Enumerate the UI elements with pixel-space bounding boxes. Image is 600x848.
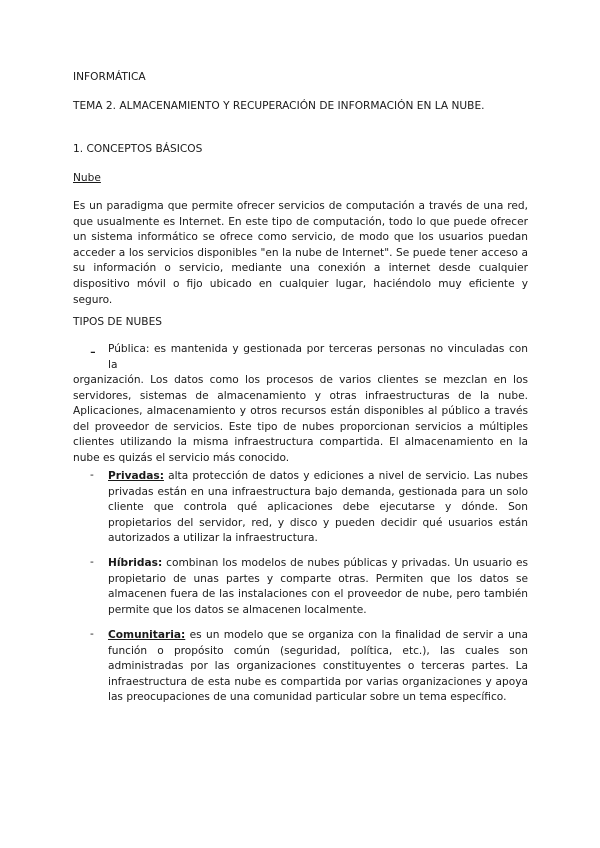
privadas-text [108,469,528,547]
section-heading-concepts: 1. CONCEPTOS BÁSICOS [73,143,203,155]
comunitaria-term: Comunitaria: [108,629,186,641]
dash-marker: - [90,342,96,361]
dash-marker: - [90,469,94,481]
subheading-nube: Nube [73,172,101,184]
list-item-comunitaria [90,628,528,706]
section-heading-types: TIPOS DE NUBES [73,316,162,328]
comunitaria-desc: es un modelo que se organiza con la finalidad de servir a una función o propósito común (seguridad, política, etc.), las cuales son administradas por las organizaciones constituyentes o terceras partes. La infraestructura de esta nube es compartida por varias organizaciones y apoya las preocupaciones de una comunidad particular sobre un tema específico. [108,629,528,704]
list-item-publica [90,342,528,373]
privadas-term: Privadas: [108,470,164,482]
publica-lead: Pública: es mantenida y gestionada por terceras personas no vinculadas con la [108,343,528,371]
topic-title: TEMA 2. ALMACENAMIENTO Y RECUPERACIÓN DE INFORMACIÓN EN LA NUBE. [73,100,485,112]
paragraph-nube: Es un paradigma que permite ofrecer servicios de computación a través de una red, que usualmente es Internet. En este tipo de computación, todo lo que puede ofrecer un sistema informático se ofrece como servicio, de modo que los usuarios puedan acceder a los servicios disponibles "en la nube de Internet". Se puede tener acceso a su información o servicio, mediante una conexión a internet desde cualquier dispositivo móvil o fijo ubicado en cualquier lugar, haciéndolo muy eficiente y seguro. [73,200,528,306]
hibridas-term: Híbridas: [108,557,163,569]
publica-continuation: organización. Los datos como los procesos de varios clientes se mezclan en los servidores, sistemas de almacenamiento y otras infraestructuras de la nube. Aplicaciones, almacenamiento y otros recursos están disponibles al público a través del proveedor de servicios. Este tipo de nubes proporcionan servicios a múltiples clientes utilizando la misma infraestructura compartida. El almacenamiento en la nube es quizás el servicio más conocido. [73,374,528,464]
hibridas-text [108,556,528,618]
list-item-hibridas [90,556,528,618]
privadas-desc: alta protección de datos y ediciones a nivel de servicio. Las nubes privadas están en una infraestructura bajo demanda, gestionada para un solo cliente que controla qué aplicaciones debe ejecutarse y dónde. Son propietarios del servidor, red, y disco y pueden decidir qué usuarios están autorizados a utilizar la infraestructura. [108,470,528,545]
hibridas-desc: combinan los modelos de nubes públicas y privadas. Un usuario es propietario de unas partes y comparte otras. Permiten que los datos se almacenen fuera de las instalaciones con el proveedor de nube, pero también permite que los datos se almacenen localmente. [108,557,528,616]
subject-title: INFORMÁTICA [73,71,146,83]
list-item-privadas [90,469,528,547]
dash-marker: - [90,628,94,640]
comunitaria-text [108,628,528,706]
dash-marker: - [90,556,94,568]
